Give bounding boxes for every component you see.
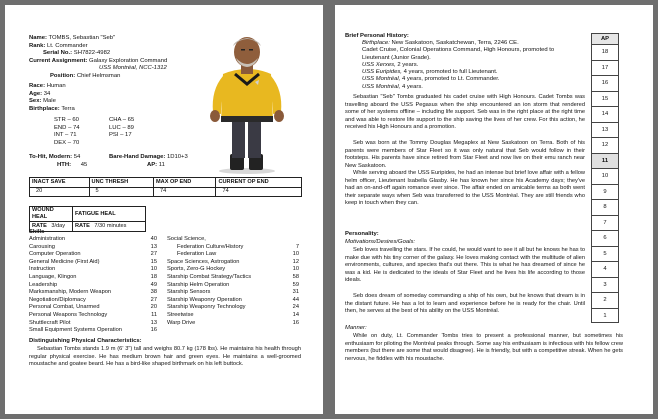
skill-row [167,236,299,244]
skill-level: 10 [150,266,157,273]
skill-level: 14 [292,311,299,318]
history-entry-text: 2 years. [395,61,419,68]
history-entry [362,76,587,83]
wound-rate-cell: RATE 3/day [30,222,73,232]
history-heading: Brief Personal History: [345,33,409,39]
skills-list-right [167,236,299,327]
ap-track-cell[interactable]: 10 [591,168,619,184]
manner-paragraph: While on duty, Lt. Commander Tombs tries to present a professional manner, but sometimes his enthusiasm for piloting the Montréal peaks through. Some say his enthusiasm is infectious with his fellow crew members (but there are some that would disagree). He is friendly, but with a competitive streak. When he gets nervous, he fiddles with his moustache. [345,333,623,362]
skill-row [167,289,299,297]
history-paragraph-1: Sebastian "Seb" Tombs graduated his cadet cruise with High Honours. Cadet Tombs was travelling aboard the USS Pegasus when the ship encountered an ion storm that rendered some of her systems offline – including life support. Seb was in the right place at the right time and was able to restore life support to the ship saving the lives of her crew. For this action, he received his High Honours and a promotion. [345,94,585,131]
personality-paragraph-1: Seb loves travelling the stars. If he could, he would want to see it all but he knows he has to make due with his tiny corner of the galaxy. He loves making contact with the multitude of alien environments, cultures, and species that's out there. This is what he has dreamed of since he was a kid. He is dedicated to the ideals of Star Fleet and he lives his life according to those ideals. [345,247,585,284]
skills-heading: Skills [29,229,45,235]
race-line: Race: Human [29,83,66,89]
physical-description: Sebastian Tombs stands 1.9 m (6' 3") tall and weighs 80.7 kg (178 lbs). He maintains his health through regular physical exercise. He has medium brown hair and green eyes. He maintains a well-groomed moustache and goatee beard. He has a bird-like shaped birthmark on his left buttock. [29,346,301,368]
skill-name: Streetwise [167,311,194,318]
skill-name: Starship Helm Operation [167,281,230,288]
history-paragraph-2: Seb was born at the Tommy Douglas Megaplex at New Saskatoon on Terra. Both of his parents were members of Star Fleet so it was only natural that Seb would follow in their footsteps. His parents have since retired from Star Fleet and now live on their emu ranch near New Saskatoon. [345,140,585,169]
ap-track-cell[interactable]: 5 [591,246,619,262]
history-entry-text: 4 years, promoted to Lt. Commander. [400,76,500,83]
fatigue-heal-label: FATIGUE HEAL [73,207,146,222]
skill-row [29,251,157,259]
birthplace-line: Birthplace: Terra [29,105,75,112]
history-entry-label: USS Euripides, [362,69,402,76]
inact-save-value: 20 [30,187,90,197]
assignment-ship: USS Montréal, NCC-1312 [99,65,167,71]
skill-name: Negotiation/Diplomacy [29,296,86,303]
stats-table [29,177,302,197]
skill-row [29,327,157,335]
skill-name: Personal Weapons Technology [29,311,108,318]
age-line: Age: 34 [29,90,51,97]
ap-track-cell[interactable]: 8 [591,199,619,215]
ap-track-header: AP [591,33,619,44]
skill-row [167,320,299,328]
skill-row [167,259,299,267]
skill-row [167,304,299,312]
skill-level: 12 [292,258,299,265]
skill-name: Warp Drive [167,319,196,326]
skill-name: Starship Weaponry Operation [167,296,242,303]
skill-name: Leadership [29,281,58,288]
skill-level: 27 [150,296,157,303]
skill-name: Instruction [29,266,56,273]
stats-value-row [30,187,302,197]
history-entry-label: Birthplace: [362,40,390,46]
skill-level: 40 [150,236,157,242]
history-entry [362,62,587,69]
skill-row [167,244,299,252]
heal-rate-row [30,222,146,232]
skill-name: Personal Combat, Unarmed [29,304,100,311]
hth-line: HTH: 45 [57,161,88,168]
skill-row [167,274,299,282]
skill-level: 24 [292,304,299,311]
attr-dex: DEX – 70 [54,139,80,146]
skill-name: Computer Operation [29,251,81,258]
history-entry [362,55,587,62]
stats-header-row [30,178,302,188]
skill-row [29,282,157,290]
unc-thresh-value: 5 [89,187,153,197]
ap-track-cell[interactable]: 1 [591,308,619,324]
skills-list-left [29,236,157,335]
skill-level: 7 [295,243,299,250]
skill-name: General Medicine (First Aid) [29,258,100,265]
ap-track-cell[interactable]: 6 [591,230,619,246]
ap-track-cell[interactable]: 11 [591,153,619,169]
skill-level: 38 [150,289,157,296]
ap-track-cell[interactable]: 2 [591,292,619,308]
skill-row [167,312,299,320]
motivations-heading: Motivations/Desires/Goals: [345,239,416,245]
ap-track [591,33,623,323]
skill-row [29,236,157,244]
skill-level: 10 [292,266,299,273]
skill-level: 10 [292,251,299,258]
skill-level: 16 [150,327,157,334]
ap-track-cell[interactable]: 13 [591,122,619,138]
skill-name: Language, Klingon [29,273,77,280]
skill-row [29,259,157,267]
ap-track-cell[interactable]: 7 [591,215,619,231]
attr-psi: PSI – 17 [109,132,132,138]
attr-end: END – 74 [54,124,80,131]
heal-header-row [30,207,146,222]
current-op-end-label: CURRENT OP END [216,178,302,188]
max-op-end-value: 74 [154,187,216,197]
skill-level: 15 [150,258,157,265]
skill-name: Sports, Zero-G Hockey [167,266,226,273]
attr-int: INT – 71 [54,132,77,138]
skill-name: Starship Sensors [167,289,211,296]
history-paragraph-3: While serving aboard the USS Euripides, he had an intense but brief love affair with a fellow helm officer, Lieutenant Isabella Glasby. He has known her since his Academy days; they've had an on-and-off again romance ever since. The affair ended on amicable terms as both went their separate ways when Seb was transferred to the USS Montréal. They are still friends who keep in touch when they can. [345,170,585,207]
ap-track-cell[interactable]: 3 [591,277,619,293]
skill-row [29,297,157,305]
serial-line: Serial No.: SH7822-4982 [43,50,111,56]
skill-name: Federation Culture/History [177,243,244,250]
skill-level: 58 [292,273,299,280]
officer-figure-image [193,30,301,175]
max-op-end-label: MAX OP END [154,178,216,188]
skill-row [167,251,299,259]
skill-row [29,320,157,328]
skill-name: Shuttlecraft Pilot [29,319,71,326]
rank-line: Rank: Lt. Commander [29,42,88,49]
skill-name: Administration [29,236,66,242]
manner-heading: Manner: [345,325,367,331]
skill-row [29,304,157,312]
skill-row [29,274,157,282]
tohit-line: To-Hit, Modern: 54 [29,154,81,160]
skill-level: 59 [292,281,299,288]
skill-name: Starship Weaponry Technology [167,304,246,311]
ap-line: AP: 11 [147,161,165,168]
history-entry [362,84,587,91]
ap-track-cell[interactable]: 17 [591,60,619,76]
ap-track-cell[interactable]: 9 [591,184,619,200]
unc-thresh-label: UNC THRESH [89,178,153,188]
skill-level: 20 [150,304,157,311]
skill-row [29,312,157,320]
skill-level: 27 [150,251,157,258]
name-line: Name: TOMBS, Sebastian "Seb" [29,35,116,41]
current-op-end-value: 74 [216,187,302,197]
history-list [362,40,587,91]
heal-table [29,206,146,232]
skill-row [29,244,157,252]
skill-name: Small Equipment Systems Operation [29,327,122,334]
history-entry-text: Lieutenant (Junior Grade). [362,54,431,61]
skill-name: Marksmanship, Modern Weapon [29,289,112,296]
skill-row [167,297,299,305]
ap-track-cell[interactable]: 15 [591,91,619,107]
skill-level: 44 [292,296,299,303]
attr-luc: LUC – 89 [109,124,134,131]
ap-track-cell[interactable]: 16 [591,75,619,91]
history-entry [362,47,587,54]
skill-level: 11 [151,311,157,318]
history-entry [362,69,587,76]
ap-track-cell[interactable]: 12 [591,137,619,153]
personality-paragraph-2: Seb does dream of someday commanding a ship of his own, but he knows that dream is in the distant future. He has a lot to learn and experience before he is ready for the chair. Until then, he serves at the best of his ability on the USS Montréal. [345,293,585,315]
skill-row [29,289,157,297]
skill-name: Federation Law [177,251,217,258]
skill-level: 49 [150,281,157,288]
history-entry-text: New Saskatoon, Saskatchewan, Terra, 2246 CE. [389,40,519,46]
assignment-line: Current Assignment: Galaxy Exploration Command [29,57,168,64]
skill-level: 13 [150,243,157,250]
skill-name: Space Sciences, Astrogation [167,258,240,265]
fatigue-rate-cell: RATE 7/30 minutes [73,222,146,232]
skill-row [167,282,299,290]
sex-line: Sex: Male [29,98,56,104]
personality-heading: Personality: [345,231,379,237]
history-entry-text: 4 years. [400,83,423,90]
inact-save-label: INACT SAVE [30,178,90,188]
skill-row [167,266,299,274]
character-sheet-right-page [335,5,653,414]
skill-name: Social Science, [167,236,206,242]
history-entry-text: 4 years, promoted to full Lieutenant. [401,69,498,76]
wound-heal-label: WOUND HEAL [30,207,73,222]
skill-name: Starship Combat Strategy/Tactics [167,273,252,280]
attr-cha: CHA – 65 [109,117,135,123]
bare-hand-line: Bare-Hand Damage: 1D10+3 [109,154,188,160]
skill-level: 31 [292,289,299,296]
history-entry-label: USS Xerxes, [362,61,396,68]
skill-level: 13 [150,319,157,326]
skill-name: Carousing [29,243,55,250]
history-entry [362,40,587,47]
skill-level: 18 [150,273,157,280]
history-entry-text: Cadet Cruise, Colonial Operations Command, High Honours, promoted to [362,47,555,54]
character-portrait [193,30,301,175]
physical-heading: Distinguishing Physical Characteristics: [29,338,142,344]
ap-track-cell[interactable]: 14 [591,106,619,122]
position-line: Position: Chief Helmsman [50,73,121,79]
character-sheet-left-page [5,5,323,414]
ap-track-cell[interactable]: 18 [591,44,619,60]
ap-track-cell[interactable]: 4 [591,261,619,277]
skill-row [29,266,157,274]
skill-level: 16 [292,319,299,326]
history-entry-label: USS Montréal, [362,83,401,90]
attr-str: STR – 60 [54,117,79,123]
history-entry-label: USS Montréal, [362,76,401,83]
